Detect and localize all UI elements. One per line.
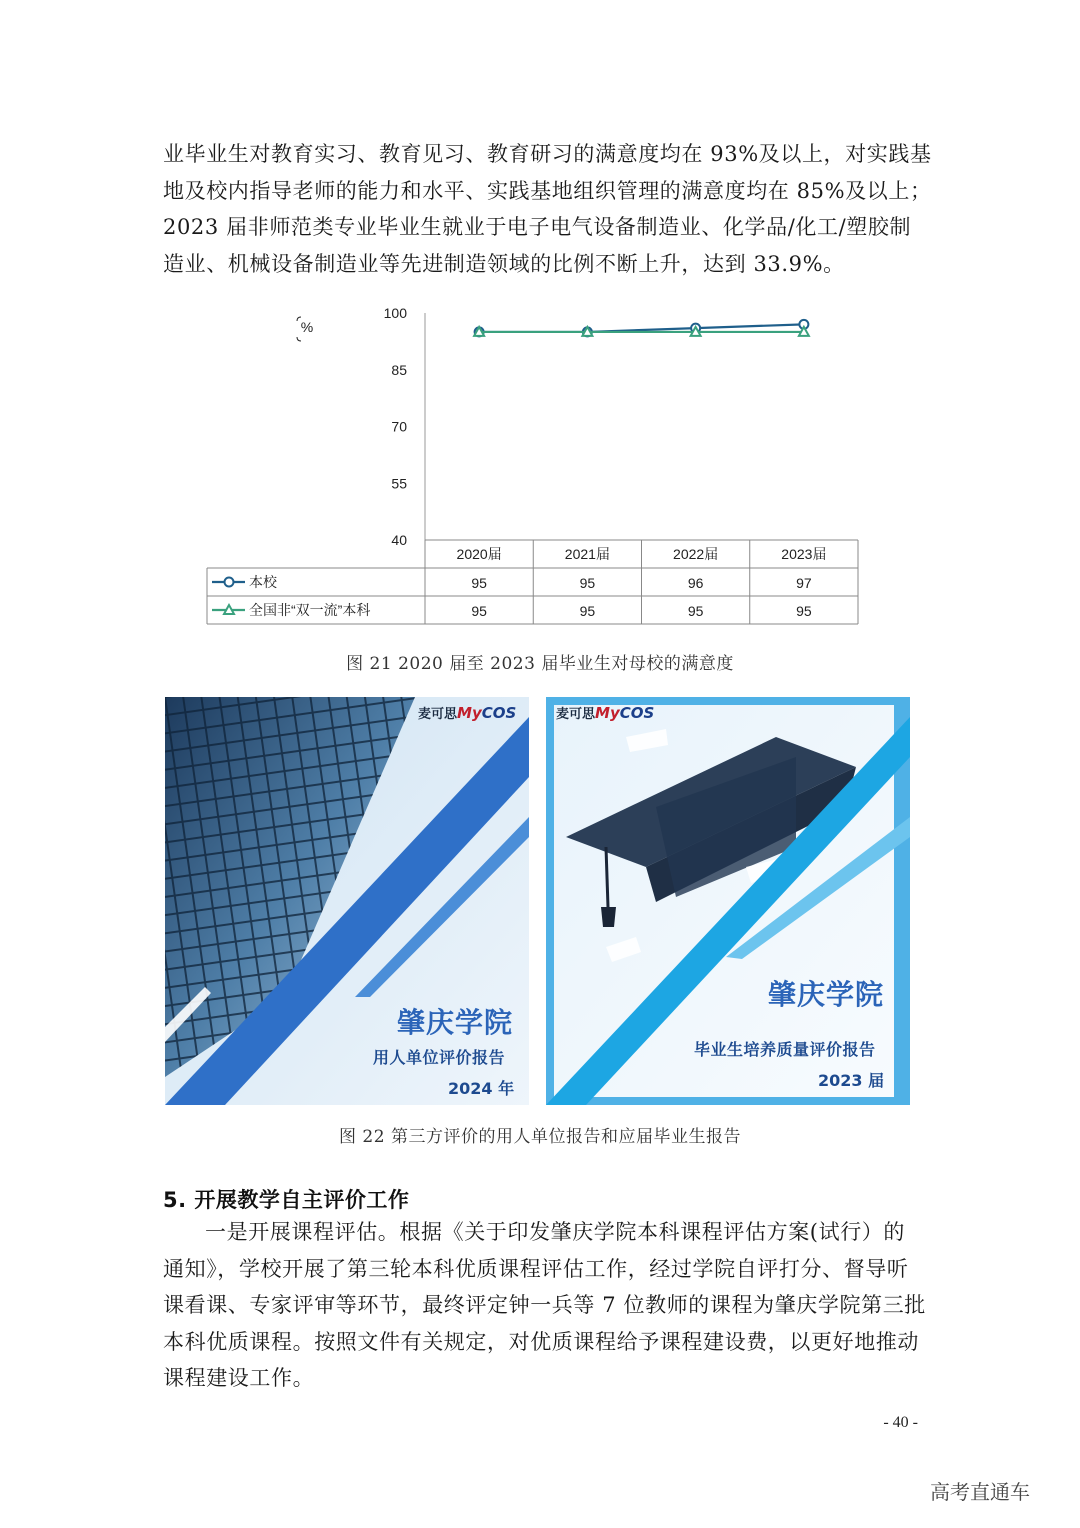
legend-label: 全国非“双一流”本科 — [249, 602, 371, 618]
y-axis-label: % — [300, 319, 314, 335]
paragraph-line: 课程建设工作。 — [163, 1366, 315, 1390]
data-value-label: 97 — [796, 575, 812, 591]
cover-title: 肇庆学院 — [397, 1006, 514, 1039]
page-number: - 40 - — [883, 1414, 918, 1431]
cover-subtitle: 毕业生培养质量评价报告 — [694, 1040, 876, 1059]
paragraph-line: 造业、机械设备制造业等先进制造领域的比例不断上升，达到 33.9%。 — [163, 251, 845, 276]
mycos-logo: 麦可思MyCOS — [418, 704, 517, 722]
x-category-label: 2023届 — [781, 546, 827, 562]
y-tick-label: 100 — [383, 305, 407, 321]
data-value-label: 95 — [579, 575, 596, 591]
x-category-label: 2020届 — [456, 546, 502, 562]
x-category-label: 2022届 — [673, 546, 719, 562]
figure-21-caption: 图 21 2020 届至 2023 届毕业生对母校的满意度 — [346, 654, 734, 674]
paragraph-line: 通知》，学校开展了第三轮本科优质课程评估工作，经过学院自评打分、督导听 — [163, 1256, 909, 1281]
paragraph-line: 一是开展课程评估。根据《关于印发肇庆学院本科课程评估方案(试行）的 — [205, 1220, 905, 1244]
paragraph-bottom — [163, 1214, 926, 1397]
data-value-label: 95 — [471, 603, 487, 619]
y-tick-label: 70 — [391, 418, 407, 435]
data-value-label: 96 — [687, 575, 704, 591]
x-category-label: 2021届 — [564, 546, 610, 562]
satisfaction-chart — [200, 300, 870, 630]
y-tick-label: 85 — [391, 361, 407, 378]
section-heading: 5. 开展教学自主评价工作 — [163, 1188, 410, 1212]
figure-22-caption: 图 22 第三方评价的用人单位报告和应届毕业生报告 — [339, 1127, 741, 1147]
cover-year: 2024 年 — [448, 1079, 515, 1098]
cover-year: 2023 届 — [818, 1071, 885, 1090]
cover-title: 肇庆学院 — [768, 978, 885, 1011]
y-label-bracket — [297, 337, 301, 341]
y-tick-label: 55 — [391, 475, 407, 492]
data-value-label: 95 — [471, 575, 487, 591]
watermark: 高考直通车 — [930, 1480, 1030, 1504]
paragraph-line: 业毕业生对教育实习、教育见习、教育研习的满意度均在 93%及以上，对实践基 — [163, 142, 932, 166]
y-tick-label: 40 — [391, 532, 407, 548]
paragraph-top — [163, 136, 932, 282]
legend-marker — [224, 605, 234, 614]
data-value-label: 95 — [796, 603, 812, 619]
legend-marker — [225, 578, 234, 587]
data-value-label: 95 — [579, 603, 596, 619]
paragraph-line: 地及校内指导老师的能力和水平、实践基地组织管理的满意度均在 85%及以上； — [163, 178, 932, 203]
cover-subtitle: 用人单位评价报告 — [373, 1048, 506, 1067]
mycos-logo: 麦可思MyCOS — [556, 704, 655, 722]
graduate-report-cover — [546, 697, 910, 1105]
paragraph-line: 2023 届非师范类专业毕业生就业于电子电气设备制造业、化学品/化工/塑胶制 — [163, 215, 912, 239]
building-illustration — [165, 697, 529, 1105]
paragraph-line: 本科优质课程。按照文件有关规定，对优质课程给予课程建设费，以更好地推动 — [163, 1329, 919, 1354]
legend-label: 本校 — [249, 574, 277, 590]
data-value-label: 95 — [687, 603, 704, 619]
series-line — [479, 324, 804, 332]
paragraph-line: 课看课、专家评审等环节，最终评定钟一兵等 7 位教师的课程为肇庆学院第三批 — [163, 1293, 926, 1317]
employer-report-cover — [165, 697, 529, 1105]
